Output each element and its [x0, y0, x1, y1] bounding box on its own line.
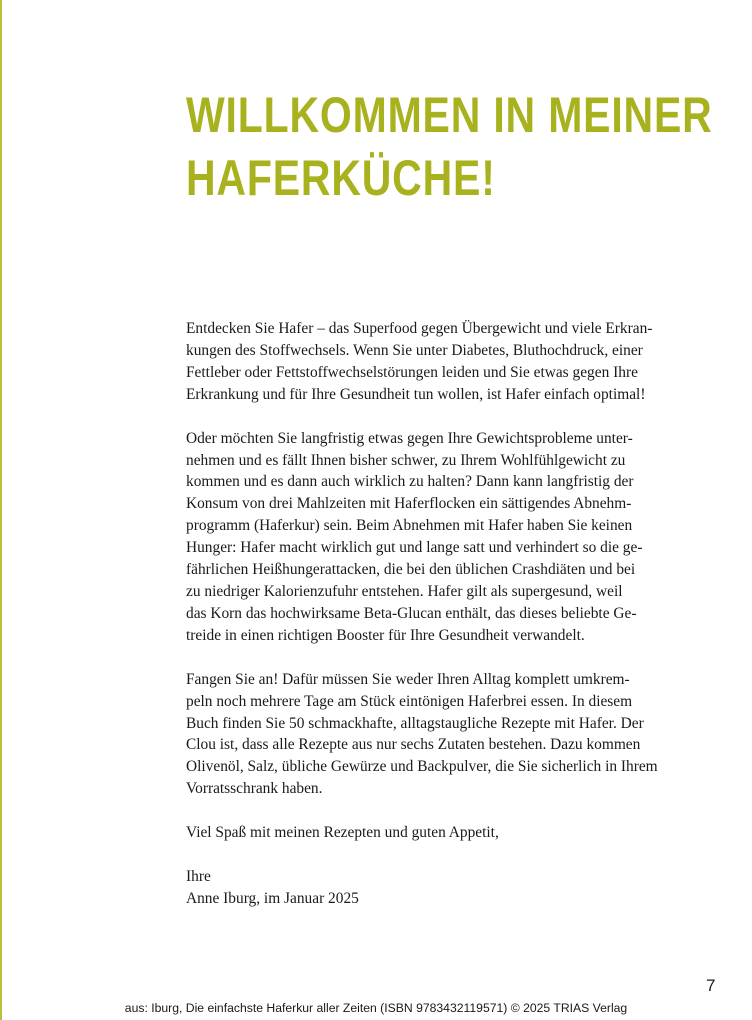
- page-title: [186, 84, 713, 210]
- text-line: treide in einen richtigen Booster für Ihre Gesundheit verwandelt.: [186, 626, 585, 644]
- paragraph-weight: [186, 428, 691, 647]
- paragraph-intro: [186, 318, 691, 406]
- text-line: Viel Spaß mit meinen Rezepten und guten Appetit,: [186, 824, 499, 842]
- text-line: Fettleber oder Fettstoffwechselstörungen leiden und Sie etwas gegen Ihre: [186, 363, 638, 381]
- body-text: [186, 318, 691, 932]
- text-line: das Korn das hochwirksame Beta-Glucan enthält, das dieses beliebte Ge-: [186, 604, 637, 622]
- text-line: kungen des Stoffwechsels. Wenn Sie unter Diabetes, Bluthochdruck, einer: [186, 341, 643, 359]
- signature-block: [186, 866, 691, 910]
- paragraph-recipes: [186, 669, 691, 800]
- text-line: Clou ist, dass alle Rezepte aus nur sechs Zutaten bestehen. Dazu kommen: [186, 736, 641, 754]
- page-number: 7: [706, 976, 716, 995]
- text-line: Entdecken Sie Hafer – das Superfood gegen Übergewicht und viele Erkran-: [186, 320, 653, 337]
- source-footer: aus: Iburg, Die einfachste Haferkur aller Zeiten (ISBN 9783432119571) © 2025 TRIAS Verlag: [124, 1001, 628, 1015]
- text-line: fährlichen Heißhungerattacken, die bei den üblichen Crashdiäten und bei: [186, 561, 636, 579]
- text-line: Vorratsschrank haben.: [186, 780, 323, 798]
- text-line: Hunger: Hafer macht wirklich gut und lange satt und verhindert so die ge-: [186, 539, 643, 557]
- text-line: kommen und es dann auch wirklich zu halten? Dann kann langfristig der: [186, 473, 634, 491]
- text-line: peln noch mehrere Tage am Stück eintönigen Haferbrei essen. In diesem: [186, 692, 633, 710]
- text-line: zu niedriger Kalorienzufuhr entstehen. Hafer gilt als supergesund, weil: [186, 582, 623, 600]
- text-line: Buch finden Sie 50 schmackhafte, alltagstaugliche Rezepte mit Hafer. Der: [186, 714, 644, 732]
- text-line: programm (Haferkur) sein. Beim Abnehmen mit Hafer haben Sie keinen: [186, 517, 633, 535]
- text-line: nehmen und es fällt Ihnen bisher schwer, zu Ihrem Wohlfühlgewicht zu: [186, 451, 626, 469]
- text-line: Oder möchten Sie langfristig etwas gegen Ihre Gewichtsprobleme unter-: [186, 429, 633, 447]
- text-line: Konsum von drei Mahlzeiten mit Haferflocken ein sättigendes Abnehm-: [186, 495, 632, 513]
- page-title-line-1: WILLKOMMEN IN MEINER: [186, 87, 713, 143]
- page-edge-rule: [0, 0, 2, 1020]
- text-line: Fangen Sie an! Dafür müssen Sie weder Ihren Alltag komplett umkrem-: [186, 670, 630, 688]
- text-line: Erkrankung und für Ihre Gesundheit tun wollen, ist Hafer einfach optimal!: [186, 385, 646, 403]
- signature-author-date: Anne Iburg, im Januar 2025: [186, 889, 359, 907]
- signature-greeting: Ihre: [186, 868, 211, 886]
- paragraph-closing: [186, 822, 691, 844]
- page-title-line-2: HAFERKÜCHE!: [186, 150, 496, 206]
- text-line: Olivenöl, Salz, übliche Gewürze und Backpulver, die Sie sicherlich in Ihrem: [186, 758, 658, 776]
